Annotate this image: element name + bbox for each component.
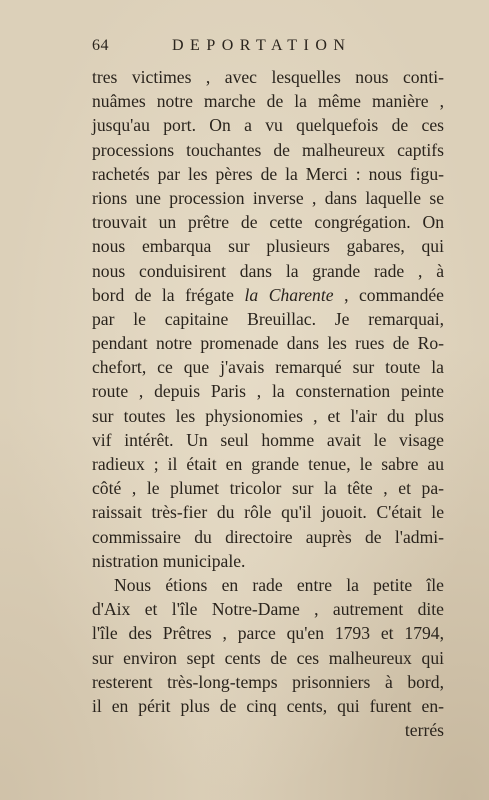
catchword: terrés [404, 720, 444, 741]
text-line: chefort, ce que j'avais remarqué sur toute la [92, 357, 444, 378]
text-line: d'Aix et l'île Notre-Dame , autrement dite [92, 599, 444, 620]
text-line: tres victimes , avec lesquelles nous conti- [92, 67, 444, 87]
text-line: radieux ; il était en grande tenue, le sabre au [92, 454, 444, 474]
text-line: sur toutes les physionomies , et l'air du plus [92, 405, 444, 426]
text-line: nous conduisirent dans la grande rade , à [92, 260, 444, 281]
text-line: trouvait un prêtre de cette congrégation. On [92, 212, 444, 233]
text-line: route , depuis Paris , la consternation peinte [92, 381, 444, 402]
text-line: côté , le plumet tricolor sur la tête , et pa- [92, 478, 444, 499]
text-line: raissait très-fier du rôle qu'il jouoit. C'était le [92, 502, 444, 523]
text-line-paragraph-start: Nous étions en rade entre la petite île [114, 574, 444, 595]
text-line: il en périt plus de cinq cents, qui furent en- [92, 695, 444, 716]
text-line: vif intérêt. Un seul homme avait le visage [92, 429, 444, 450]
ship-name: la Charente [244, 284, 334, 305]
text-line: par le capitaine Breuillac. Je remarquai, [92, 308, 444, 329]
text-line: l'île des Prêtres , parce qu'en 1793 et 1794, [92, 623, 444, 644]
text-line: rachetés par les pères de la Merci : nous figu- [92, 163, 444, 184]
text-line: jusqu'au port. On a vu quelquefois de ces [92, 115, 444, 136]
page-header [92, 37, 392, 61]
text-line: nuâmes notre marche de la même manière , [92, 91, 444, 112]
body-text [92, 65, 444, 742]
running-title: DEPORTATION [172, 37, 352, 54]
text-line: nous embarqua sur plusieurs gabares, qui [92, 236, 444, 257]
text-line: processions touchantes de malheureux captifs [92, 139, 444, 160]
text-line: commissaire du directoire auprès de l'admi- [92, 526, 444, 547]
text-line: pendant notre promenade dans les rues de Ro- [92, 333, 444, 354]
text-line: resterent très-long-temps prisonniers à bord, [92, 671, 444, 692]
text-line-paragraph-end: nistration municipale. [92, 550, 246, 571]
text-line: bord de la frégate la Charente , commandée [92, 284, 444, 305]
text-line: sur environ sept cents de ces malheureux qui [92, 647, 444, 668]
text-line: rions une procession inverse , dans laquelle se [92, 187, 444, 208]
page-number: 64 [92, 37, 109, 54]
